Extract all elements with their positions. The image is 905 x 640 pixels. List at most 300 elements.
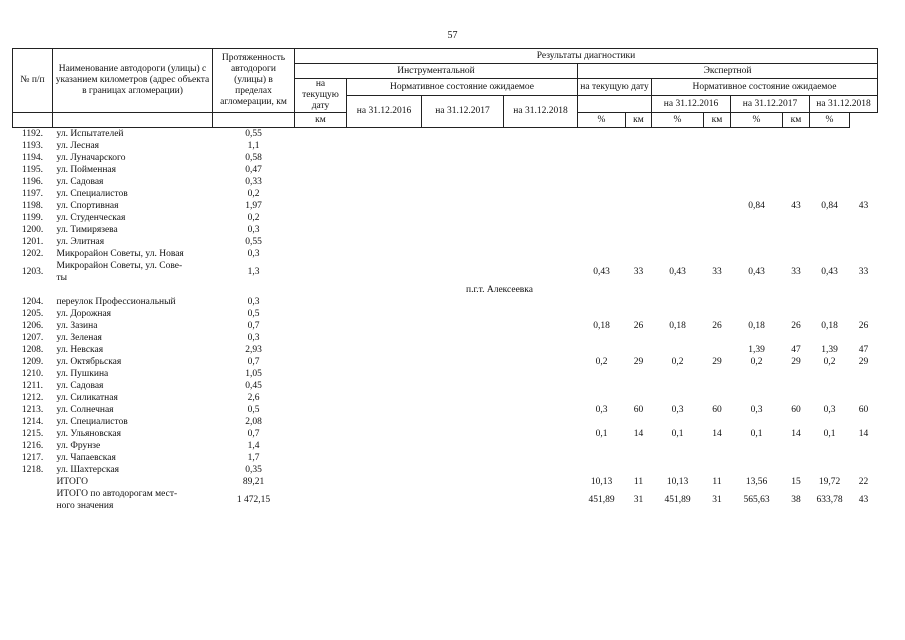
value-km: 13,56 [745,477,768,487]
value-km [652,176,704,188]
road-length: 2,93 [245,345,262,355]
value-pct: 60 [633,405,644,415]
value-pct [783,416,810,428]
value-pct: 33 [633,267,644,277]
value-km [731,188,783,200]
table-body-b [13,296,878,512]
road-name [53,416,213,428]
value-pct [850,296,878,308]
empty-cell [347,380,422,392]
value-km [652,164,704,176]
road-name [53,140,213,152]
value-pct [704,248,731,260]
road-name [53,212,213,224]
value-pct [850,236,878,248]
value-km [731,464,783,476]
value-pct [626,200,652,212]
road-name [53,296,213,308]
empty-cell [295,356,347,368]
table-row [13,404,878,416]
value-km [578,236,626,248]
value-km [652,224,704,236]
road-name [53,224,213,236]
value-pct [850,224,878,236]
value-km [578,296,626,308]
value-pct: 29 [791,357,801,367]
value-pct [626,140,652,152]
header-exp-2018: на 31.12.2018 [810,96,878,113]
row-number: 1196. [21,177,44,187]
empty-cell [504,296,578,308]
value-pct [704,224,731,236]
value-pct: 26 [858,321,869,331]
value-pct [704,212,731,224]
value-km [810,176,850,188]
empty-cell [422,296,504,308]
value-pct: 29 [858,357,869,367]
table-row [13,332,878,344]
value-km [810,140,850,152]
empty-cell [504,440,578,452]
empty-cell [504,260,578,284]
road-name [53,356,213,368]
value-km: 1,39 [821,345,838,355]
value-km [578,368,626,380]
value-km [652,416,704,428]
value-km [731,176,783,188]
table-row [13,140,878,152]
road-length: 0,3 [247,297,260,307]
value-km [731,308,783,320]
road-name-line: ул. Специалистов [56,417,128,427]
value-km: 0,1 [595,429,608,439]
empty-cell [504,488,578,512]
value-pct [783,380,810,392]
empty-cell [422,368,504,380]
road-name-line: ИТОГО [56,477,89,487]
header-results: Результаты диагностики [295,49,878,64]
table-row [13,200,878,212]
value-pct: 22 [858,477,869,487]
road-name [53,200,213,212]
value-km [652,308,704,320]
value-km [810,152,850,164]
value-pct [626,308,652,320]
value-km [810,452,850,464]
value-pct [783,368,810,380]
road-length: 0,2 [247,213,260,223]
table-row [13,128,878,141]
empty-cell [504,476,578,488]
value-pct [783,128,810,141]
empty-cell [347,440,422,452]
value-pct [783,140,810,152]
value-km [652,344,704,356]
value-km [578,212,626,224]
empty-cell [422,488,504,512]
empty-cell [347,464,422,476]
value-km: 0,2 [823,357,836,367]
value-pct: 43 [791,201,801,211]
empty-cell [295,368,347,380]
value-pct [850,392,878,404]
value-km [652,440,704,452]
empty-cell [295,416,347,428]
table-row [13,440,878,452]
road-name [53,236,213,248]
value-km: 565,63 [743,495,770,505]
empty-cell [422,416,504,428]
value-km [810,164,850,176]
empty-cell [347,164,422,176]
table-row [13,488,878,512]
value-km [731,296,783,308]
value-km [731,164,783,176]
empty-cell [347,476,422,488]
value-pct [704,176,731,188]
empty-cell [422,212,504,224]
value-km [810,188,850,200]
road-name-line: ул. Фрунзе [56,441,101,451]
value-km [652,236,704,248]
empty-cell [422,260,504,284]
value-km [652,392,704,404]
value-pct [704,392,731,404]
value-km: 0,2 [671,357,684,367]
value-km [652,212,704,224]
value-pct: 43 [858,495,869,505]
empty-cell [504,416,578,428]
value-pct [626,344,652,356]
value-pct [783,464,810,476]
empty-cell [347,320,422,332]
section-header [13,284,878,296]
value-pct [783,392,810,404]
value-km [810,392,850,404]
empty-cell [295,164,347,176]
diagnostics-table [12,48,878,512]
value-pct [850,368,878,380]
empty-cell [347,200,422,212]
table-row [13,416,878,428]
value-km [578,440,626,452]
road-name-line: ул. Луначарского [56,153,126,163]
value-km [652,248,704,260]
value-km: 0,1 [823,429,836,439]
table-row [13,260,878,284]
road-length: 0,5 [247,309,260,319]
empty-cell [504,452,578,464]
value-km [810,416,850,428]
section-title: п.г.т. Алексеевка [466,285,533,295]
header-exp-normative: Нормативное состояние ожидаемое [652,79,878,96]
value-pct [704,380,731,392]
empty-cell [504,164,578,176]
empty-cell [504,200,578,212]
row-number: 1199. [21,213,44,223]
value-km [652,200,704,212]
road-name-line: ул. Дорожная [56,309,112,319]
road-name-line: ул. Невская [56,345,104,355]
value-pct [626,440,652,452]
road-name-line: ул. Зеленая [56,333,102,343]
value-km [578,200,626,212]
value-km [810,308,850,320]
empty-cell [504,128,578,141]
header-pct: % [810,113,850,128]
empty-cell [295,236,347,248]
value-km: 0,3 [671,405,684,415]
road-length: 0,55 [245,237,262,247]
road-name [53,164,213,176]
row-number: 1197. [21,189,44,199]
empty-cell [295,200,347,212]
value-pct [626,176,652,188]
value-km: 0,18 [821,321,838,331]
empty-cell [504,140,578,152]
value-km [578,176,626,188]
header-pct: % [578,113,626,128]
empty-cell [504,368,578,380]
empty-cell [295,224,347,236]
table-row [13,476,878,488]
empty-cell [422,200,504,212]
road-name-line: ИТОГО по автодорогам мест- [56,489,178,499]
road-name [53,260,213,284]
empty-cell [347,212,422,224]
empty-cell [347,368,422,380]
road-name [53,440,213,452]
row-number: 1195. [21,165,44,175]
road-name-line: Микрорайон Советы, ул. Сове- [56,261,183,271]
value-km [810,236,850,248]
value-km [810,212,850,224]
value-pct [850,140,878,152]
empty-cell [504,152,578,164]
empty-cell [422,344,504,356]
empty-cell [295,428,347,440]
value-km [731,128,783,141]
road-name-line: ул. Силикатная [56,393,118,403]
header-instr-2017: на 31.12.2017 [422,96,504,128]
value-pct [783,248,810,260]
table-row [13,368,878,380]
value-km [810,224,850,236]
road-name-line: переулок Профессиональный [56,297,176,307]
value-km [578,344,626,356]
value-km [810,332,850,344]
value-pct [704,236,731,248]
road-name-line: ул. Пушкина [56,369,109,379]
road-length: 2,08 [245,417,262,427]
empty-cell [347,176,422,188]
row-number: 1214. [21,417,44,427]
value-km [652,452,704,464]
header-pct: % [731,113,783,128]
empty-cell [422,224,504,236]
table-row [13,464,878,476]
value-pct: 33 [712,267,722,277]
road-length: 0,58 [245,153,262,163]
value-km: 19,72 [818,477,841,487]
road-name-line: ул. Студенческая [56,213,126,223]
value-pct [626,368,652,380]
header-length: Протяженность автодороги (улицы) в пределах агломерации, км [213,49,295,113]
value-km [578,224,626,236]
road-name-line: ты [56,273,68,283]
empty-cell [422,236,504,248]
empty-cell [295,488,347,512]
road-name [53,368,213,380]
empty-cell [504,428,578,440]
table-row [13,308,878,320]
empty-cell [295,140,347,152]
road-length: 0,2 [247,189,260,199]
value-pct [626,152,652,164]
value-pct [704,140,731,152]
road-length: 1,4 [247,441,260,451]
empty-cell [504,392,578,404]
value-pct [704,128,731,141]
header-km: км [783,113,810,128]
value-pct: 14 [712,429,722,439]
road-length: 0,47 [245,165,262,175]
table-row [13,248,878,260]
value-pct [626,380,652,392]
road-name [53,152,213,164]
value-pct [704,440,731,452]
value-pct [850,212,878,224]
road-name [53,308,213,320]
value-km [578,380,626,392]
value-km [652,152,704,164]
value-km: 0,3 [750,405,763,415]
value-km [731,236,783,248]
road-name-line: ул. Элитная [56,237,105,247]
value-km [731,212,783,224]
value-pct [850,452,878,464]
header-instr-normative: Нормативное состояние ожидаемое [347,79,578,96]
road-name-line: ул. Зазина [56,321,98,331]
empty-cell [347,332,422,344]
value-pct [626,464,652,476]
empty-cell [347,452,422,464]
empty-cell [422,152,504,164]
table-row [13,236,878,248]
empty-cell [504,224,578,236]
empty-cell [422,476,504,488]
value-km: 0,3 [823,405,836,415]
value-pct [626,164,652,176]
value-pct [850,188,878,200]
empty-cell [347,128,422,141]
empty-cell [295,392,347,404]
row-number [13,488,53,512]
road-length: 0,7 [247,357,260,367]
value-pct: 14 [791,429,801,439]
empty-cell [422,440,504,452]
empty-cell [347,428,422,440]
value-km [578,452,626,464]
value-pct [783,308,810,320]
road-length: 2,6 [247,393,260,403]
road-name-line: ул. Специалистов [56,189,128,199]
value-pct [626,128,652,141]
empty-cell [422,320,504,332]
value-pct: 26 [791,321,801,331]
row-number: 1208. [21,345,44,355]
value-pct: 15 [791,477,801,487]
value-km [578,308,626,320]
value-pct [783,296,810,308]
row-number: 1204. [21,297,44,307]
empty-cell [422,392,504,404]
value-km: 0,43 [593,267,610,277]
value-pct [626,188,652,200]
empty-cell [422,176,504,188]
empty-cell [295,152,347,164]
value-pct [704,188,731,200]
table-row [13,392,878,404]
value-km: 451,89 [664,495,691,505]
row-number: 1193. [21,141,44,151]
road-name-line: ул. Спортивная [56,201,119,211]
row-number: 1218. [21,465,44,475]
table-row [13,188,878,200]
header-instr-2016: на 31.12.2016 [347,96,422,128]
value-km [731,248,783,260]
empty-cell [295,476,347,488]
empty-cell [347,308,422,320]
value-km: 0,18 [669,321,686,331]
value-km: 0,1 [750,429,763,439]
road-length: 0,3 [247,225,260,235]
row-number: 1210. [21,369,44,379]
value-km: 0,43 [748,267,765,277]
value-pct [783,212,810,224]
road-length: 1,97 [245,201,262,211]
empty-cell [504,176,578,188]
empty-cell [347,404,422,416]
value-km [731,452,783,464]
value-pct: 60 [858,405,869,415]
road-name-line: ул. Садовая [56,381,104,391]
value-pct: 26 [712,321,722,331]
empty-cell [295,452,347,464]
empty-cell [295,212,347,224]
row-number: 1203. [21,267,44,277]
table-row [13,296,878,308]
value-pct [704,200,731,212]
table-row [13,164,878,176]
value-pct [783,164,810,176]
value-km [652,368,704,380]
value-km: 10,13 [590,477,613,487]
header-exp-2017: на 31.12.2017 [731,96,810,113]
road-name-line: ул. Чапаевская [56,453,116,463]
value-km: 0,43 [821,267,838,277]
value-pct [704,464,731,476]
empty-cell [347,188,422,200]
value-pct [850,380,878,392]
value-pct: 60 [712,405,722,415]
table-row [13,344,878,356]
row-number: 1194. [21,153,44,163]
value-pct [704,296,731,308]
value-km [810,248,850,260]
value-km: 0,43 [669,267,686,277]
value-km [578,248,626,260]
